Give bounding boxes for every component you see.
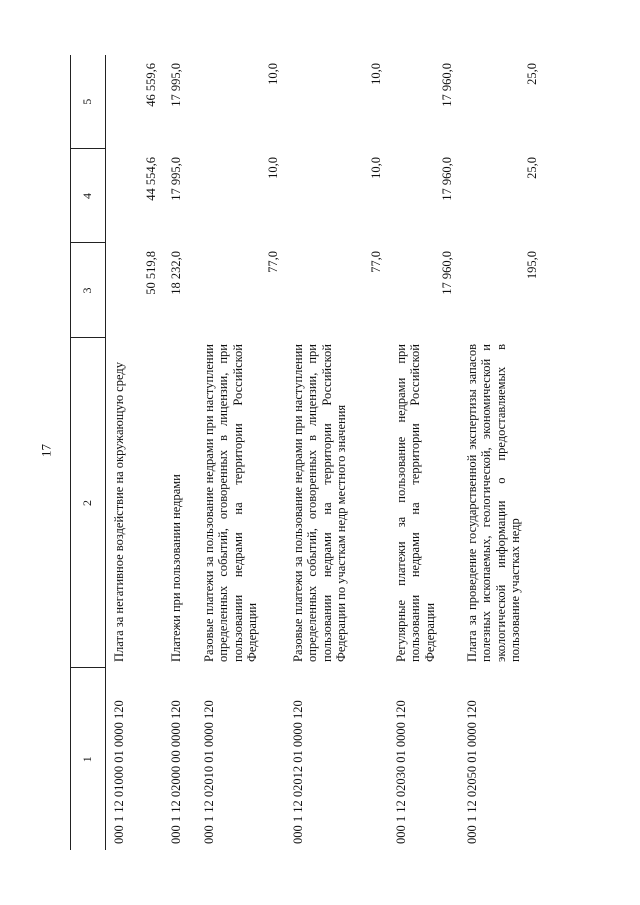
value-col4: 17 960,0 <box>439 157 454 201</box>
rotated-table-container <box>70 5 558 850</box>
value-col5: 10,0 <box>368 63 383 85</box>
value-col5: 17 995,0 <box>169 63 183 107</box>
budget-code: 000 1 12 01000 01 0000 120 <box>112 700 126 844</box>
budget-code: 000 1 12 02010 01 0000 120 <box>202 700 216 844</box>
value-col3: 77,0 <box>265 251 280 273</box>
table-row <box>196 55 285 850</box>
column-header-4: 4 <box>71 149 106 243</box>
column-header-2: 2 <box>71 338 106 668</box>
table-row <box>459 55 544 850</box>
budget-code: 000 1 12 02030 01 0000 120 <box>394 700 408 844</box>
value-col5: 46 559,6 <box>143 63 158 107</box>
column-header-5: 5 <box>71 55 106 149</box>
table-row <box>285 55 388 850</box>
budget-code: 000 1 12 02050 01 0000 120 <box>465 700 479 844</box>
value-col4: 10,0 <box>368 157 383 179</box>
value-col3: 77,0 <box>368 251 383 273</box>
budget-code: 000 1 12 02012 01 0000 120 <box>291 700 305 844</box>
table-header-row <box>71 55 106 850</box>
table-row <box>163 55 196 850</box>
page-number: 17 <box>38 444 54 457</box>
value-col5: 10,0 <box>265 63 280 85</box>
value-col5: 17 960,0 <box>439 63 454 107</box>
table-row <box>388 55 459 850</box>
column-header-1: 1 <box>71 668 106 850</box>
value-col3: 195,0 <box>524 251 539 280</box>
column-header-3: 3 <box>71 243 106 338</box>
revenue-name: Плата за негативное воздействие на окружающую среду <box>112 362 126 662</box>
value-col4: 44 554,6 <box>143 157 158 201</box>
revenue-name: Платежи при пользовании недрами <box>169 474 183 662</box>
budget-code: 000 1 12 02000 00 0000 120 <box>169 700 183 844</box>
value-col3: 50 519,8 <box>143 251 158 295</box>
revenue-name: Разовые платежи за пользование недрами при наступлении определенных событий, оговоренных в лицензии, при пользовании недрами на территории Российской Федерации <box>202 344 259 662</box>
value-col5: 25,0 <box>524 63 539 85</box>
revenue-name: Регулярные платежи за пользование недрами при пользовании недрами на территории Российской Федерации <box>394 344 437 662</box>
revenue-name: Разовые платежи за пользование недрами при наступлении определенных событий, оговоренных в лицензии, при пользовании недрами на территории Российской Федерации по участкам недр местного значения <box>291 344 348 662</box>
value-col3: 18 232,0 <box>169 251 183 295</box>
value-col4: 25,0 <box>524 157 539 179</box>
value-col3: 17 960,0 <box>439 251 454 295</box>
table-row <box>106 55 164 850</box>
budget-revenue-table <box>70 55 544 850</box>
value-col4: 17 995,0 <box>169 157 183 201</box>
value-col4: 10,0 <box>265 157 280 179</box>
revenue-name: Плата за проведение государственной экспертизы запасов полезных ископаемых, геологической, экономической и экологической информации о предоставляемых в пользование участках недр <box>465 344 522 662</box>
